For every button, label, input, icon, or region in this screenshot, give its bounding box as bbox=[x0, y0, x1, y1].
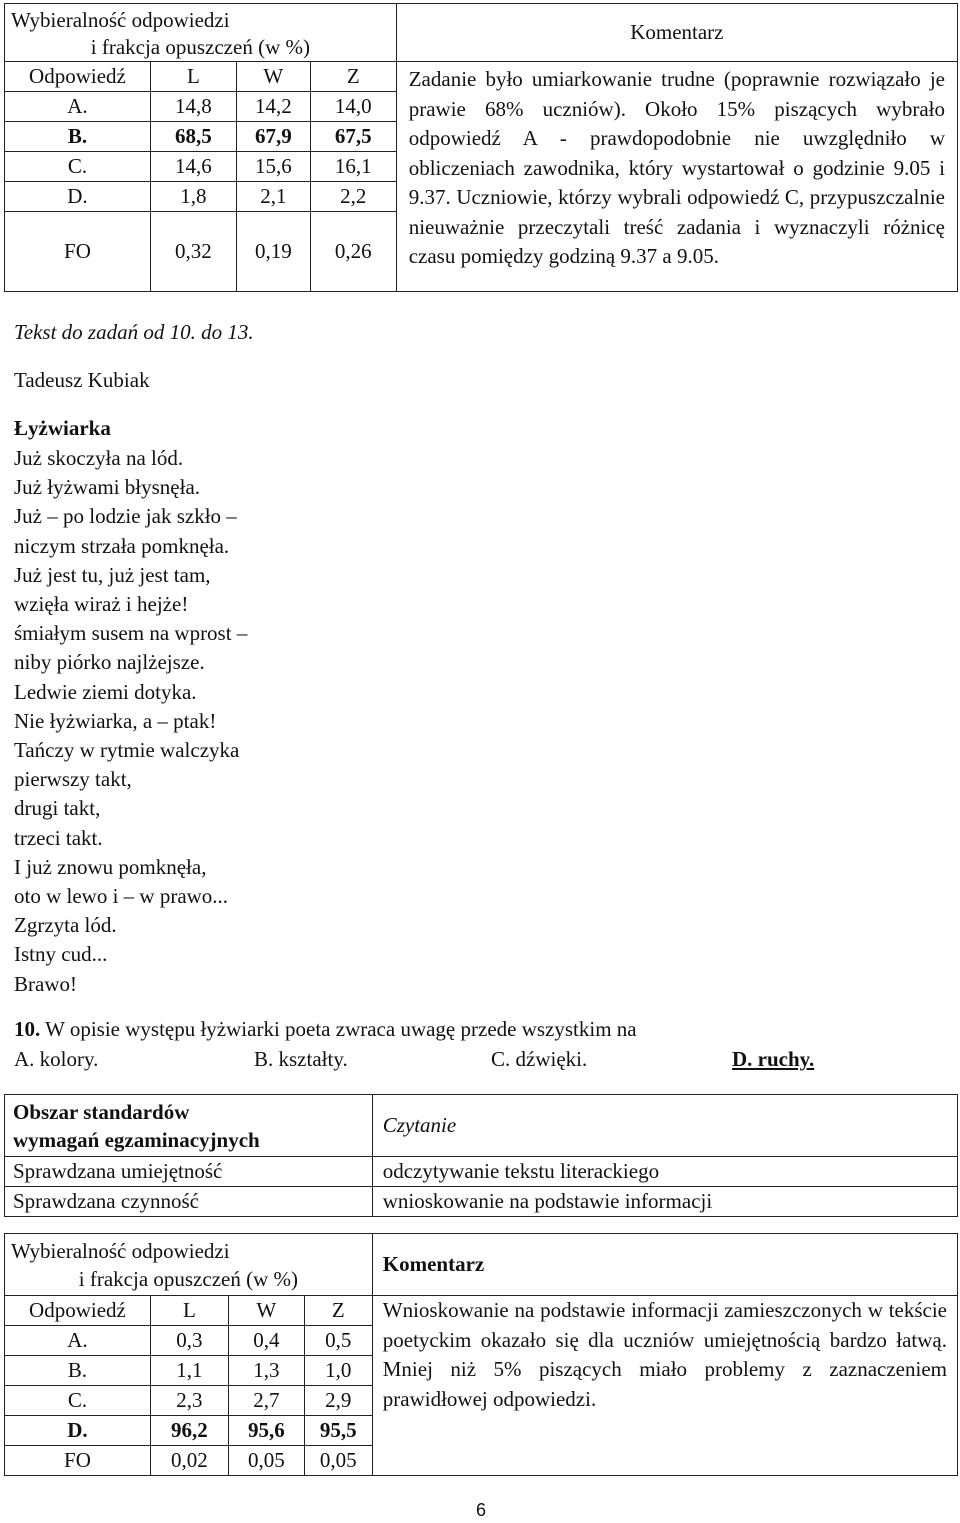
table-cell: 1,1 bbox=[150, 1356, 228, 1386]
poem-title: Łyżwiarka bbox=[14, 416, 111, 440]
table-cell: 0,4 bbox=[228, 1326, 304, 1356]
table2-col-z: Z bbox=[304, 1296, 372, 1326]
poem-line: śmiałym susem na wprost – bbox=[14, 621, 248, 646]
table1-col-w: W bbox=[236, 62, 310, 92]
table2-header-title bbox=[5, 1234, 373, 1296]
table-cell: 2,2 bbox=[310, 182, 396, 212]
question-number: 10. bbox=[14, 1017, 41, 1041]
table-cell: 2,1 bbox=[236, 182, 310, 212]
poem-line: I już znowu pomknęła, bbox=[14, 854, 207, 879]
table1-header-title-line1: Wybieralność odpowiedzi bbox=[11, 7, 230, 32]
table-cell: 1,0 bbox=[304, 1356, 372, 1386]
standards-activity-value: wnioskowanie na podstawie informacji bbox=[372, 1187, 957, 1217]
poem-line: Już skoczyła na lód. bbox=[14, 446, 184, 470]
table1-comment: Zadanie było umiarkowanie trudne (poprawnie rozwiązało je prawie 68% uczniów). Około 15% piszących wybrało odpowiedź A - prawdopodobnie nie uwzględniło w obliczeniach zawodnika, który wystartował o godzinie 9.05 i 9.37. Uczniowie, którzy wybrali odpowiedź C, przypuszczalnie nieuważnie przeczytali treść zadania i wyznaczyli różnicę czasu pomiędzy godziną 9.37 a 9.05. bbox=[396, 62, 957, 292]
poem-line: pierwszy takt, bbox=[14, 767, 132, 792]
text-heading: Tekst do zadań od 10. do 13. bbox=[14, 320, 254, 344]
standards-area-label-line2: wymagań egzaminacyjnych bbox=[13, 1127, 260, 1152]
table1-col-answer: Odpowiedź bbox=[5, 62, 151, 92]
table1-header-title-line2: i frakcja opuszczeń (w %) bbox=[90, 34, 310, 59]
table-cell: 14,6 bbox=[150, 152, 236, 182]
poem-line: Istny cud... bbox=[14, 942, 108, 967]
table-cell: 2,9 bbox=[304, 1386, 372, 1416]
option-a: A. kolory. bbox=[14, 1047, 99, 1071]
poem-line: niczym strzała pomknęła. bbox=[14, 533, 230, 558]
table-cell: A. bbox=[5, 92, 151, 122]
table-cell: 0,5 bbox=[304, 1326, 372, 1356]
table-cell: 0,26 bbox=[310, 212, 396, 292]
table-cell: 2,3 bbox=[150, 1386, 228, 1416]
poem-line: niby piórko najlżejsze. bbox=[14, 650, 205, 675]
table-cell: C. bbox=[5, 1386, 151, 1416]
table-cell: 0,19 bbox=[236, 212, 310, 292]
table2-col-w: W bbox=[228, 1296, 304, 1326]
poem-line: oto w lewo i – w prawo... bbox=[14, 884, 229, 909]
standards-skill-label: Sprawdzana umiejętność bbox=[5, 1157, 373, 1187]
question-text: W opisie występu łyżwiarki poeta zwraca uwagę przede wszystkim na bbox=[45, 1017, 637, 1041]
poem-line: Już jest tu, już jest tam, bbox=[14, 562, 211, 587]
table2-header-title-line2: i frakcja opuszczeń (w %) bbox=[78, 1266, 298, 1291]
table-cell: A. bbox=[5, 1326, 151, 1356]
table2-col-l: L bbox=[150, 1296, 228, 1326]
table2-comment: Wnioskowanie na podstawie informacji zamieszczonych w tekście poetyckim okazało się dla uczniów umiejętnością bardzo łatwą. Mniej niż 5% piszących miało problemy z zaznaczeniem prawidłowej odpowiedzi. bbox=[372, 1296, 957, 1476]
poem-line: Ledwie ziemi dotyka. bbox=[14, 679, 197, 704]
table-cell: 15,6 bbox=[236, 152, 310, 182]
table-cell: 14,0 bbox=[310, 92, 396, 122]
poem-body bbox=[14, 444, 247, 999]
table-cell: 68,5 bbox=[150, 122, 236, 152]
option-d-correct: D. ruchy. bbox=[732, 1047, 815, 1071]
standards-area-label-line1: Obszar standardów bbox=[13, 1099, 190, 1124]
table-cell: 14,8 bbox=[150, 92, 236, 122]
poem-line: wzięła wiraż i hejże! bbox=[14, 592, 189, 617]
poem-line: Zgrzyta lód. bbox=[14, 913, 117, 938]
poem-line: Już łyżwami błysnęła. bbox=[14, 475, 201, 500]
statistics-table-2 bbox=[4, 1233, 958, 1476]
table-cell: D. bbox=[5, 1416, 151, 1446]
option-c: C. dźwięki. bbox=[491, 1047, 588, 1071]
table-cell: 2,7 bbox=[228, 1386, 304, 1416]
table-cell: B. bbox=[5, 1356, 151, 1386]
poem-line: Nie łyżwiarka, a – ptak! bbox=[14, 708, 217, 733]
table-cell: 95,6 bbox=[228, 1416, 304, 1446]
table2-col-answer: Odpowiedź bbox=[5, 1296, 151, 1326]
statistics-table-1 bbox=[4, 3, 958, 292]
poem-line: Brawo! bbox=[14, 971, 77, 996]
standards-skill-value: odczytywanie tekstu literackiego bbox=[372, 1157, 957, 1187]
table-cell: 0,05 bbox=[228, 1446, 304, 1476]
table1-col-l: L bbox=[150, 62, 236, 92]
poem-line: trzeci takt. bbox=[14, 825, 103, 850]
table-cell: 67,9 bbox=[236, 122, 310, 152]
table-cell: 0,05 bbox=[304, 1446, 372, 1476]
page-number: 6 bbox=[476, 1500, 487, 1520]
table-cell: 95,5 bbox=[304, 1416, 372, 1446]
question-options bbox=[14, 1047, 914, 1077]
table2-header-title-line1: Wybieralność odpowiedzi bbox=[11, 1238, 230, 1263]
poem-line: drugi takt, bbox=[14, 796, 101, 821]
poem-author: Tadeusz Kubiak bbox=[14, 368, 150, 392]
poem-line: Tańczy w rytmie walczyka bbox=[14, 738, 240, 763]
table-cell: 1,3 bbox=[228, 1356, 304, 1386]
standards-area-value: Czytanie bbox=[372, 1095, 957, 1157]
option-b: B. kształty. bbox=[254, 1047, 348, 1071]
table-cell: 14,2 bbox=[236, 92, 310, 122]
table-cell: FO bbox=[5, 212, 151, 292]
standards-area-label bbox=[5, 1095, 373, 1157]
poem-line: Już – po lodzie jak szkło – bbox=[14, 504, 237, 529]
question-10 bbox=[14, 1017, 637, 1042]
table-cell: 67,5 bbox=[310, 122, 396, 152]
standards-table bbox=[4, 1094, 958, 1217]
table-cell: 0,32 bbox=[150, 212, 236, 292]
table-cell: C. bbox=[5, 152, 151, 182]
table-cell: 0,02 bbox=[150, 1446, 228, 1476]
table-cell: B. bbox=[5, 122, 151, 152]
table-cell: FO bbox=[5, 1446, 151, 1476]
table1-col-z: Z bbox=[310, 62, 396, 92]
table2-comment-header: Komentarz bbox=[372, 1234, 957, 1296]
table-cell: 0,3 bbox=[150, 1326, 228, 1356]
table-cell: 16,1 bbox=[310, 152, 396, 182]
table-cell: D. bbox=[5, 182, 151, 212]
table1-comment-header: Komentarz bbox=[396, 4, 957, 62]
table-cell: 96,2 bbox=[150, 1416, 228, 1446]
standards-activity-label: Sprawdzana czynność bbox=[5, 1187, 373, 1217]
table1-header-title bbox=[5, 4, 397, 62]
table-cell: 1,8 bbox=[150, 182, 236, 212]
